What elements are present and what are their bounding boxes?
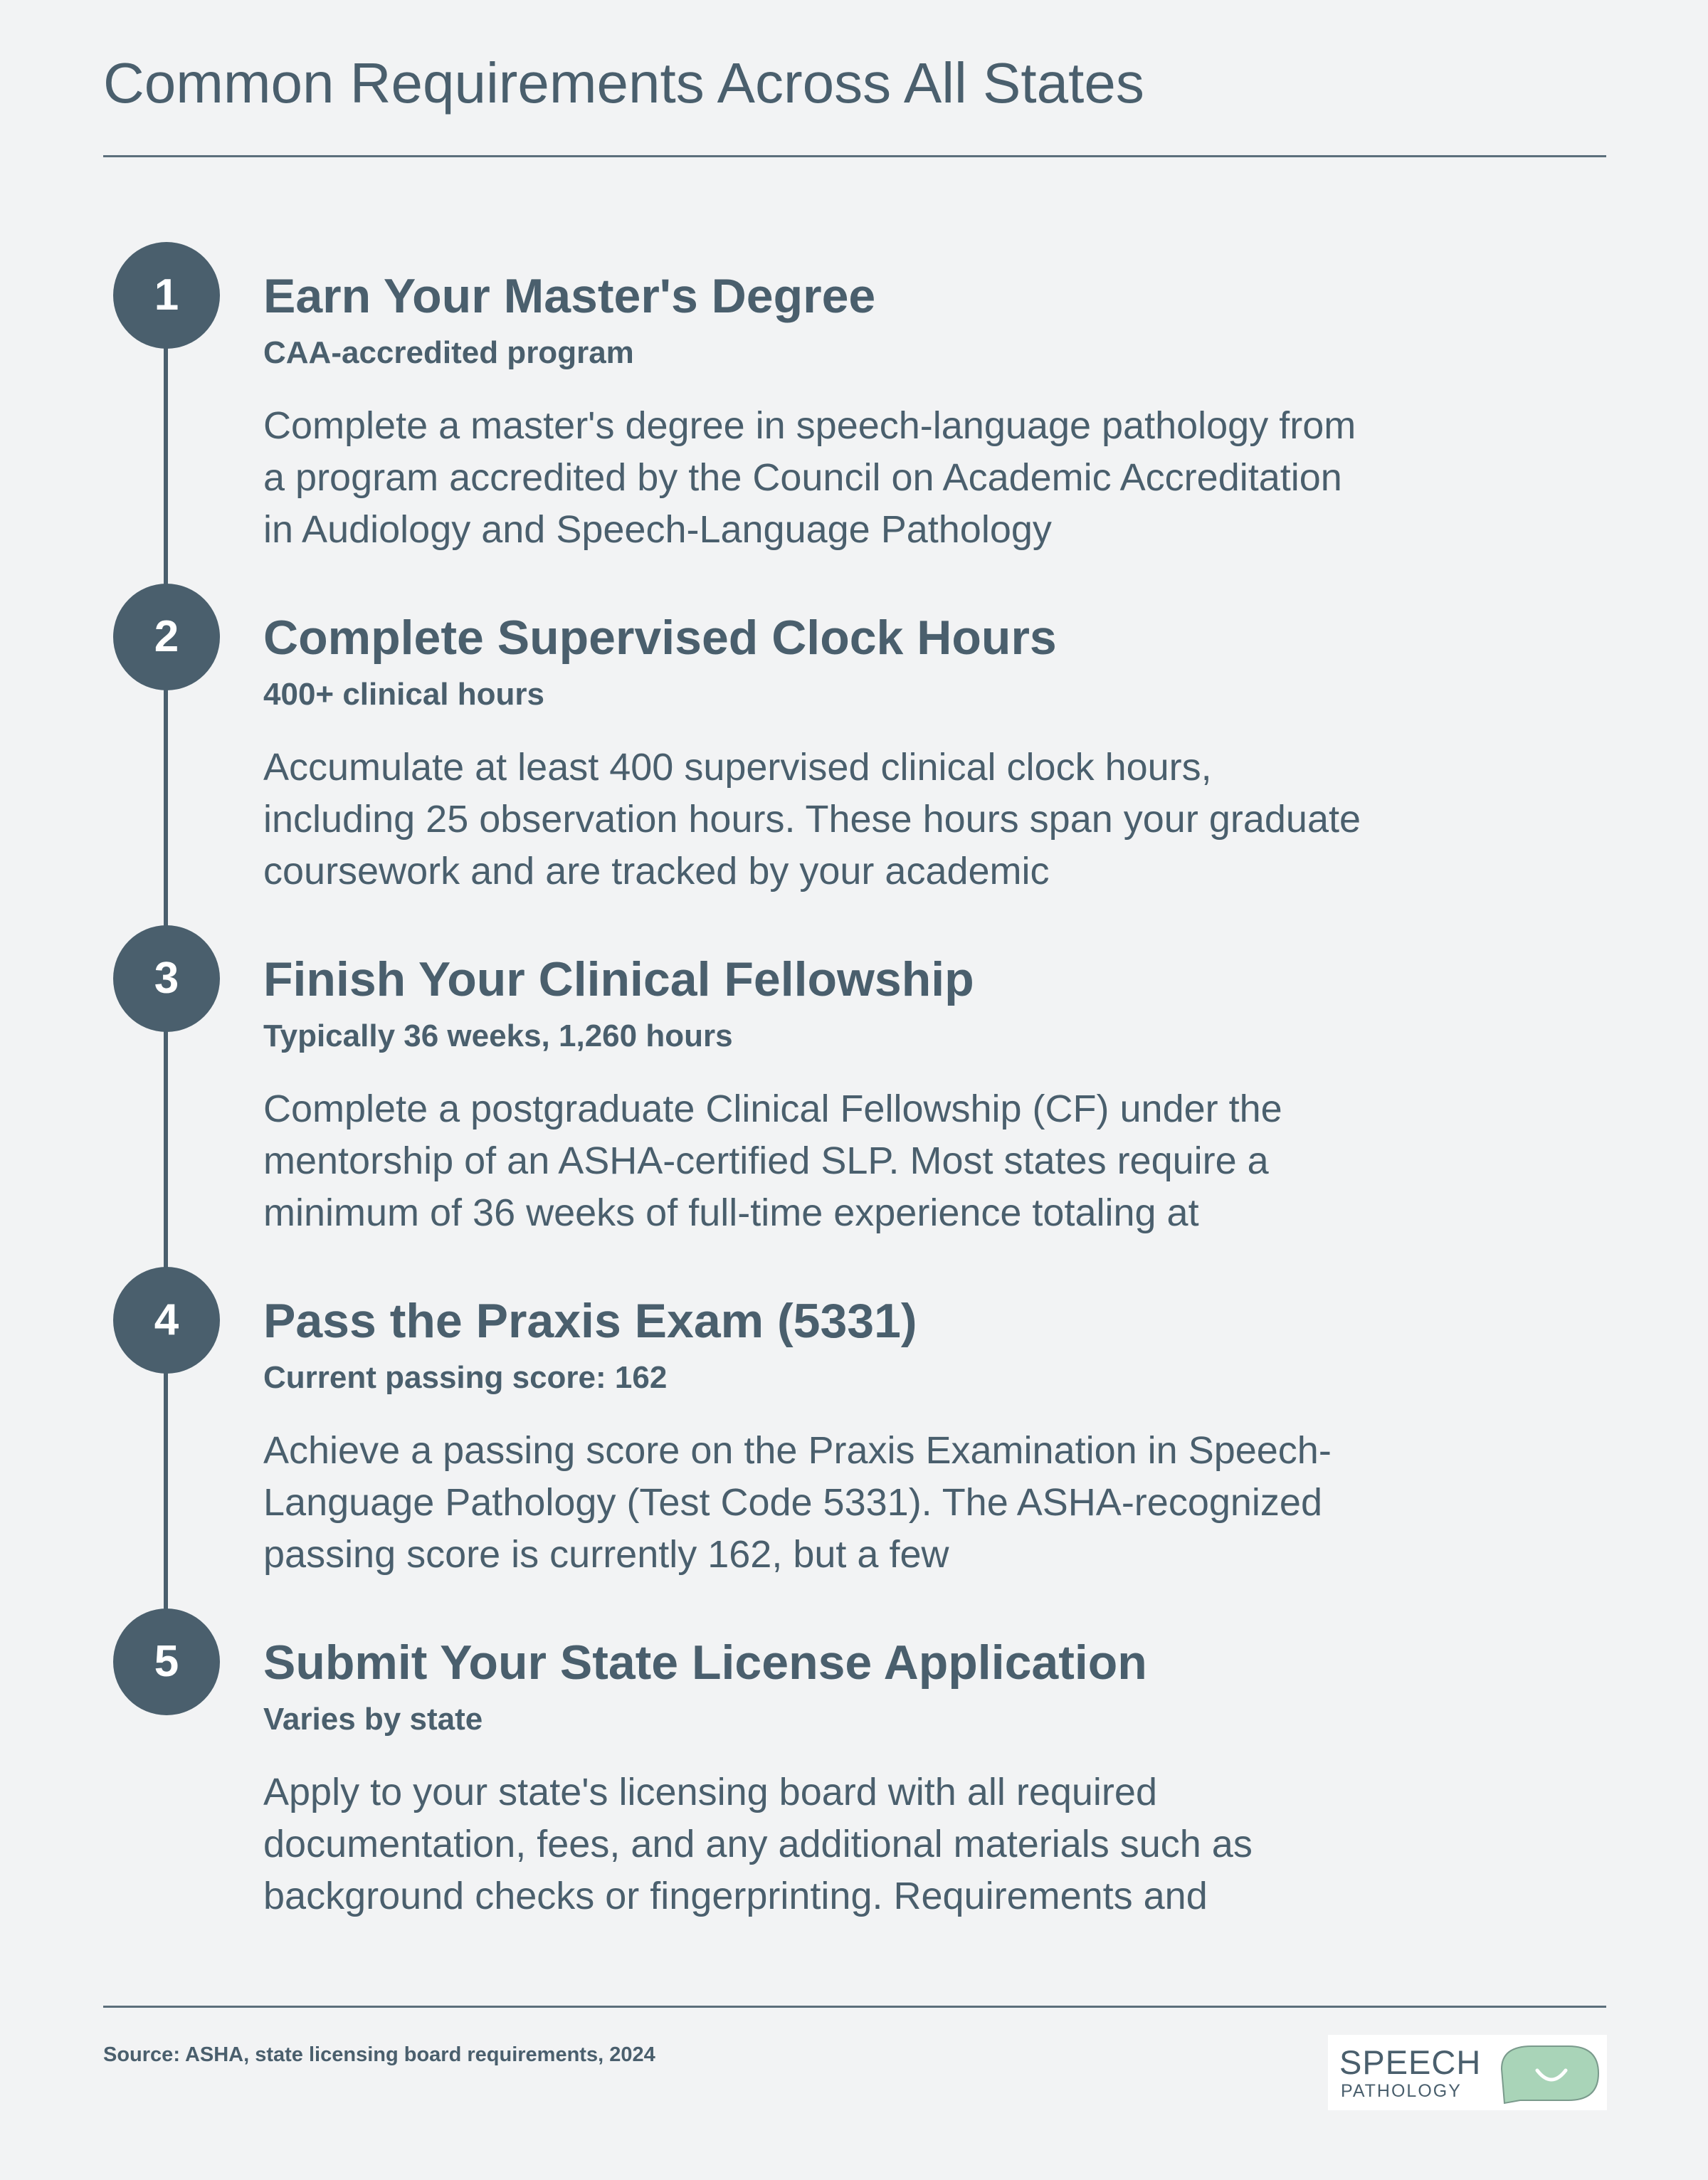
step-subtitle: 400+ clinical hours xyxy=(263,677,544,712)
step-3 xyxy=(0,925,1708,1267)
step-2 xyxy=(0,584,1708,925)
step-title: Earn Your Master's Degree xyxy=(263,269,876,323)
source-note: Source: ASHA, state licensing board requirements, 2024 xyxy=(103,2043,655,2066)
step-5 xyxy=(0,1608,1708,1950)
logo-wordmark-speech: SPEECH xyxy=(1339,2043,1482,2081)
speech-bubble-icon xyxy=(1492,2041,1602,2106)
step-number-badge: 4 xyxy=(113,1267,220,1374)
step-subtitle: Typically 36 weeks, 1,260 hours xyxy=(263,1018,733,1053)
step-title: Submit Your State License Application xyxy=(263,1636,1147,1690)
step-title: Finish Your Clinical Fellowship xyxy=(263,952,974,1006)
header-divider xyxy=(103,155,1606,157)
step-1 xyxy=(0,242,1708,584)
step-subtitle: CAA-accredited program xyxy=(263,335,634,370)
step-title: Complete Supervised Clock Hours xyxy=(263,611,1057,665)
step-number-badge: 1 xyxy=(113,242,220,349)
step-title: Pass the Praxis Exam (5331) xyxy=(263,1294,917,1348)
step-subtitle: Current passing score: 162 xyxy=(263,1360,668,1395)
step-description: Apply to your state's licensing board with all required documentation, fees, and any additional materials such as background checks or fingerprinting. Requirements and xyxy=(263,1771,1253,1917)
logo-wordmark-pathology: PATHOLOGY xyxy=(1341,2081,1462,2101)
step-description: Achieve a passing score on the Praxis Examination in Speech-Language Pathology (Test Code 5331). The ASHA-recognized passing score is currently 162, but a few xyxy=(263,1429,1332,1576)
step-number-badge: 3 xyxy=(113,925,220,1032)
step-4 xyxy=(0,1267,1708,1608)
step-subtitle: Varies by state xyxy=(263,1702,483,1737)
footer-divider xyxy=(103,2006,1606,2008)
step-description: Complete a postgraduate Clinical Fellowship (CF) under the mentorship of an ASHA-certified SLP. Most states require a minimum of 36 weeks of full-time experience totaling at xyxy=(263,1088,1282,1234)
speech-pathology-logo xyxy=(1328,2035,1607,2110)
step-description: Accumulate at least 400 supervised clinical clock hours, including 25 observation hours. These hours span your graduate coursework and are tracked by your academic xyxy=(263,746,1361,892)
step-number-badge: 5 xyxy=(113,1608,220,1715)
step-number-badge: 2 xyxy=(113,584,220,690)
page-title: Common Requirements Across All States xyxy=(103,51,1144,115)
step-description: Complete a master's degree in speech-language pathology from a program accredited by the Council on Academic Accreditation in Audiology and Speech-Language Pathology xyxy=(263,404,1356,551)
